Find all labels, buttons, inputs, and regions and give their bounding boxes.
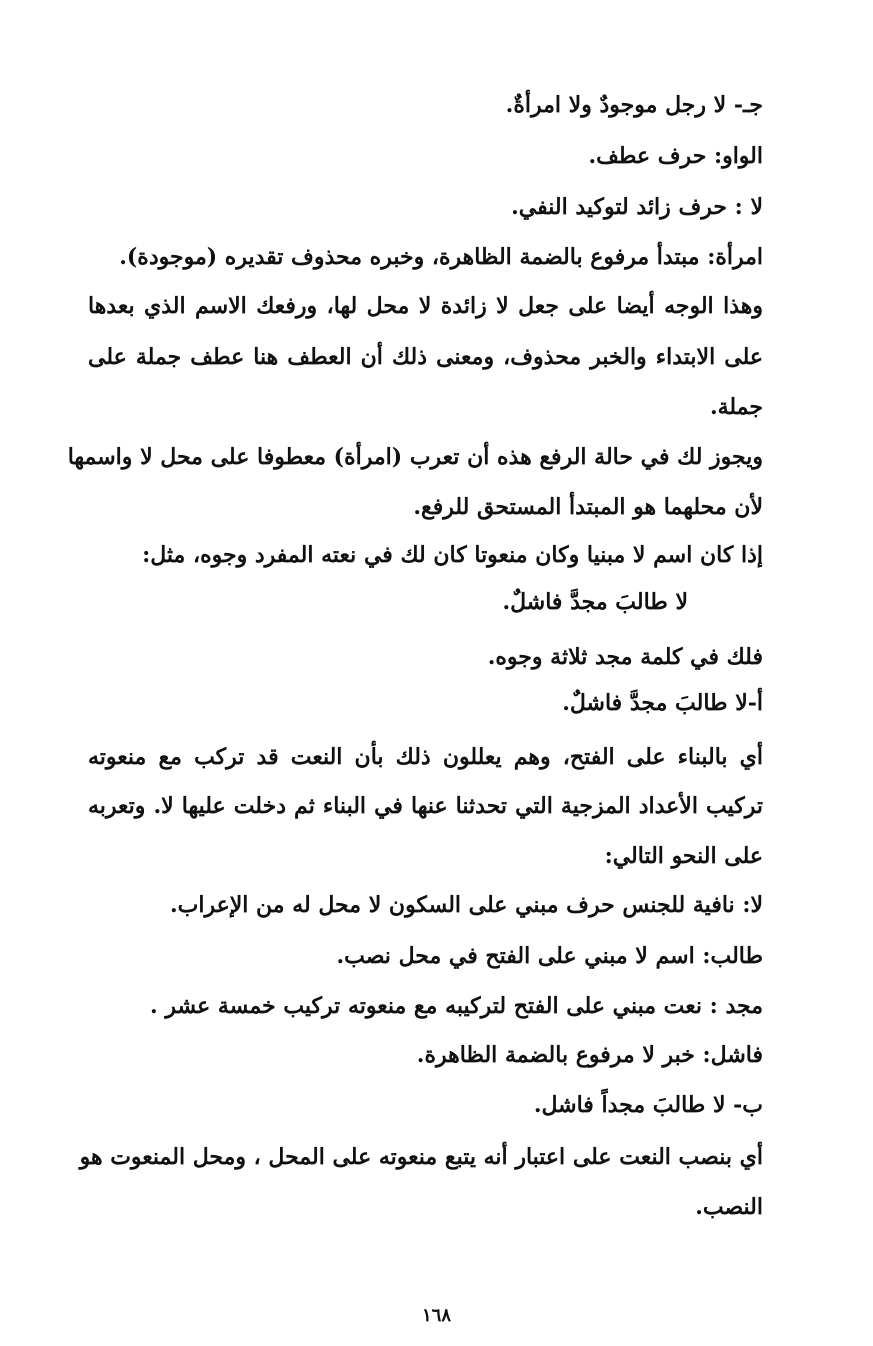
page-number: ١٦٨ (421, 1305, 451, 1326)
text-line: على الابتداء والخبر محذوف، ومعنى ذلك أن العطف هنا عطف جملة على (88, 344, 763, 370)
text-line: وهذا الوجه أيضا على جعل لا زائدة لا محل لها، ورفعك الاسم الذي بعدها (88, 293, 763, 319)
text-line: لا: نافية للجنس حرف مبني على السكون لا محل له من الإعراب. (169, 892, 763, 918)
text-line: أي بنصب النعت على اعتبار أنه يتبع منعوته على المحل ، ومحل المنعوت هو (79, 1144, 763, 1170)
text-line: فلك في كلمة مجد ثلاثة وجوه. (487, 644, 763, 670)
text-line: الواو: حرف عطف. (588, 143, 763, 169)
text-line: لأن محلهما هو المبتدأ المستحق للرفع. (413, 494, 763, 520)
example-line: ب- لا طالبَ مجداً فاشل. (533, 1092, 763, 1118)
text-line: ويجوز لك في حالة الرفع هذه أن تعرب (امرأة) معطوفا على محل لا واسمها (67, 444, 763, 470)
text-line: لا : حرف زائد لتوكيد النفي. (511, 194, 763, 220)
example-line: أ-لا طالبَ مجدَّ فاشلٌ. (562, 690, 763, 716)
example-line: لا طالبَ مجدَّ فاشلٌ. (502, 589, 688, 615)
text-line: إذا كان اسم لا مبنيا وكان منعوتا كان لك في نعته المفرد وجوه، مثل: (142, 542, 763, 568)
text-line: النصب. (695, 1194, 763, 1220)
text-line: على النحو التالي: (604, 843, 763, 869)
text-line: جـ- لا رجل موجودٌ ولا امرأةٌ. (505, 92, 763, 118)
text-line: فاشل: خبر لا مرفوع بالضمة الظاهرة. (416, 1042, 763, 1068)
text-line: تركيب الأعداد المزجية التي تحدثنا عنها في البناء ثم دخلت عليها لا. وتعربه (88, 793, 763, 819)
text-line: امرأة: مبتدأ مرفوع بالضمة الظاهرة، وخبره محذوف تقديره (موجودة). (119, 244, 763, 270)
text-line: جملة. (709, 394, 763, 420)
text-line: مجد : نعت مبني على الفتح لتركيبه مع منعوته تركيب خمسة عشر . (150, 993, 763, 1019)
text-line: طالب: اسم لا مبني على الفتح في محل نصب. (336, 943, 763, 969)
text-line: أي بالبناء على الفتح، وهم يعللون ذلك بأن النعت قد تركب مع منعوته (88, 744, 763, 770)
